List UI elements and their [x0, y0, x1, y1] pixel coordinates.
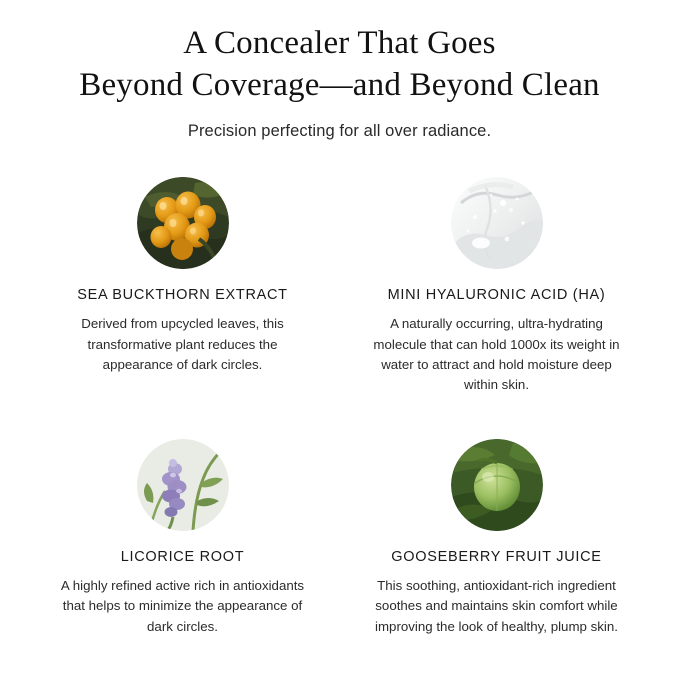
- ingredient-name: LICORICE ROOT: [120, 549, 245, 566]
- ingredient-card-gooseberry: [344, 439, 650, 637]
- sea-buckthorn-berries-photo: [137, 177, 229, 269]
- ingredient-name: MINI HYALURONIC ACID (HA): [387, 287, 606, 304]
- page-subtitle: Precision perfecting for all over radiance.: [187, 122, 492, 141]
- ingredient-name: SEA BUCKTHORN EXTRACT: [77, 287, 288, 304]
- page-title: [79, 22, 600, 106]
- gooseberry-fruit-photo: [451, 439, 543, 531]
- ingredient-description: A highly refined active rich in antioxidants that helps to minimize the appearance of dark circles.: [60, 578, 305, 634]
- licorice-root-flower-photo: [137, 439, 229, 531]
- ingredient-card-sea-buckthorn: [30, 177, 336, 395]
- ingredient-description: Derived from upcycled leaves, this transformative plant reduces the appearance of dark circles.: [81, 316, 284, 372]
- ingredient-name: GOOSEBERRY FRUIT JUICE: [391, 549, 602, 566]
- ingredient-card-hyaluronic-acid: [344, 177, 650, 395]
- ingredient-description: A naturally occurring, ultra-hydrating molecule that can hold 1000x its weight in water to attract and hold moisture deep within skin.: [373, 316, 620, 393]
- ingredient-card-licorice-root: [30, 439, 336, 637]
- hyaluronic-acid-gel-texture-photo: [451, 177, 543, 269]
- ingredient-description: This soothing, antioxidant-rich ingredient soothes and maintains skin comfort while improving the look of healthy, plump skin.: [375, 578, 618, 634]
- page-title-line-2: Beyond Coverage—and Beyond Clean: [79, 67, 600, 104]
- ingredient-grid: [30, 177, 650, 636]
- page-title-line-1: A Concealer That Goes: [183, 25, 496, 61]
